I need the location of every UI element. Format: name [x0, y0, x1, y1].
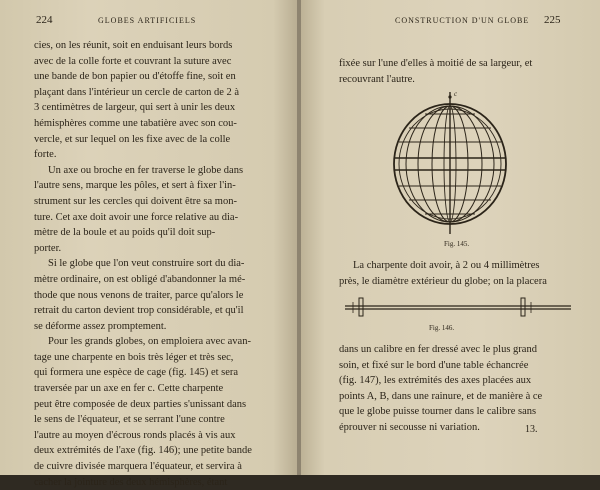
left-page-number: 224 [36, 14, 53, 26]
text-line: mètre de la boule et au poids qu'il doit sup- [34, 227, 216, 239]
text-line: avec de la colle forte et couvrant la suture avec [34, 55, 232, 67]
text-line: hémisphères comme une tabatière avec son cou- [34, 117, 237, 129]
text-line: se déforme assez promptement. [34, 320, 167, 332]
text-line: Un axe ou broche en fer traverse le globe dans [48, 164, 244, 176]
globe-cage-figure [385, 88, 515, 238]
text-line: l'autre sens, marque les pôles, et sert à fixer l'in- [34, 180, 236, 192]
text-line: 3 centimètres de largeur, qui sert à unir les deux [34, 102, 236, 114]
text-line: thode que nous venons de traiter, parce qu'alors le [34, 289, 244, 301]
text-line: recouvrant l'autre. [339, 73, 415, 85]
text-line: éprouver ni secousse ni variation. [339, 421, 480, 433]
text-line: porter. [34, 242, 62, 254]
text-line: peut être composée de deux parties s'unissant dans [34, 398, 247, 410]
text-line: cacher la jointure des deux hémisphères, étant [34, 476, 228, 488]
text-line: retrait du carton devient trop considérable, et qu'il [34, 305, 244, 317]
text-line: forte. [34, 149, 57, 161]
paragraph [34, 38, 280, 163]
text-line: deux extrémités de l'axe (fig. 146); une petite bande [34, 445, 252, 457]
fig145-caption: Fig. 145. [444, 240, 470, 248]
text-line: de cuivre divisée marquera l'équateur, et servira à [34, 461, 242, 473]
axle-figure [343, 294, 573, 320]
text-line: mètre ordinaire, on est obligé d'abandonner la mé- [34, 273, 246, 285]
signature-mark: 13. [525, 424, 538, 435]
text-line: strument sur les cercles qui doivent être sa mon- [34, 195, 237, 207]
text-line: points A, B, dans une rainure, et de manière à ce [339, 390, 543, 402]
text-line: tage une charpente en bois très léger et très sec, [34, 351, 234, 363]
text-line: fixée sur l'une d'elles à moitié de sa largeur, et [339, 58, 533, 69]
text-line: (fig. 147), les extrémités des axes placées aux [339, 375, 532, 387]
text-line: le sens de l'équateur, et se serrant l'une contre [34, 414, 225, 426]
paragraph [34, 163, 280, 257]
left-running-head: GLOBES ARTIFICIELS [98, 16, 197, 25]
paragraph [34, 256, 280, 334]
right-page-number: 225 [544, 14, 561, 26]
right-page [301, 0, 600, 475]
right-running-head: CONSTRUCTION D'UN GLOBE [395, 16, 530, 25]
fig146-caption: Fig. 146. [429, 324, 455, 332]
text-line: vercle, et sur lequel on les fixe avec de la colle [34, 133, 231, 145]
fig145-label-c: c [454, 90, 458, 98]
right-bottom-text [339, 342, 571, 436]
text-line: soin, et fixé sur le bord d'une table échancrée [339, 359, 529, 371]
text-line: dans un calibre en fer dressé avec le plus grand [339, 344, 537, 355]
right-middle-text [339, 258, 571, 289]
text-line: Si le globe que l'on veut construire sort du dia- [48, 258, 245, 270]
text-line: ture. Cet axe doit avoir une force relative au dia- [34, 211, 239, 223]
left-body-text [34, 38, 280, 490]
text-line: que le globe puisse tourner dans le calibre sans [339, 406, 537, 418]
left-page [0, 0, 297, 488]
paragraph [34, 334, 280, 490]
text-line: qui formera une espèce de cage (fig. 145) et sera [34, 367, 239, 379]
text-line: cies, on les réunit, soit en enduisant leurs bords [34, 40, 233, 51]
text-line: traversée par un axe en fer c. Cette charpente [34, 383, 224, 395]
text-line: La charpente doit avoir, à 2 ou 4 millimètres [353, 260, 540, 271]
text-line: une bande de bon papier ou d'étoffe fine, soit en [34, 71, 236, 83]
right-top-text [339, 56, 571, 87]
text-line: Pour les grands globes, on emploiera avec avan- [48, 336, 251, 348]
text-line: l'autre au moyen d'écrous ronds placés à vis aux [34, 429, 236, 441]
text-line: près, le diamètre extérieur du globe; on la placera [339, 275, 547, 287]
text-line: plaçant dans l'intérieur un cercle de carton de 2 à [34, 86, 240, 98]
